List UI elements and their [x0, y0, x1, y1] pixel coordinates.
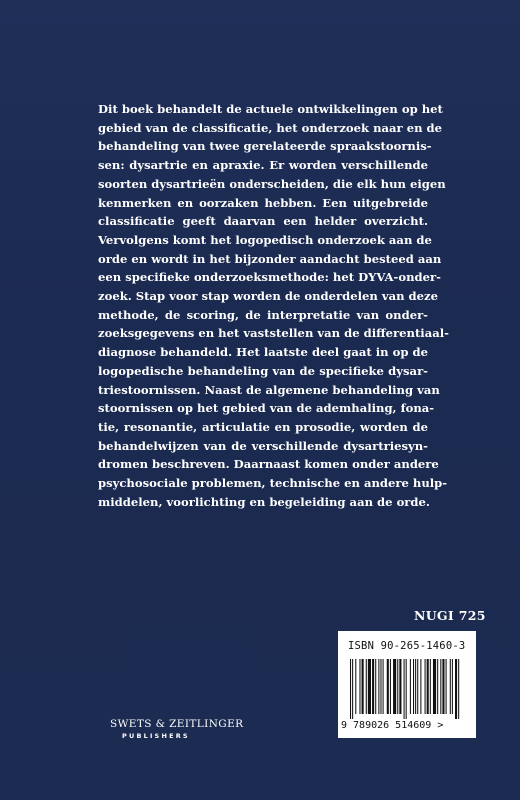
barcode-bar — [425, 659, 426, 714]
blurb-text — [98, 100, 449, 511]
barcode-bar — [446, 659, 447, 714]
barcode-bar — [440, 659, 441, 714]
barcode-bar — [390, 659, 391, 714]
barcode-bar — [410, 659, 411, 714]
blurb-line: stoornissen op het gebied van de ademhaling, fona- — [98, 401, 435, 416]
barcode-bar — [362, 659, 364, 714]
blurb-line: diagnose behandeld. Het laatste deel gaat in op de — [98, 345, 429, 360]
barcode-bar — [387, 659, 389, 714]
barcode-bar — [455, 659, 457, 719]
barcode-bar — [355, 659, 356, 714]
blurb-line: triestoornissen. Naast de algemene behandeling van — [98, 382, 440, 397]
blurb-line: sen: dysartrie en apraxie. Er worden verschillende — [98, 158, 428, 173]
barcode-bar — [427, 659, 429, 714]
barcode-bar — [450, 659, 451, 714]
barcode-icon — [350, 659, 462, 719]
barcode-bar — [359, 659, 360, 714]
blurb-line: psychosociale problemen, technische en andere hulp- — [98, 476, 448, 491]
blurb-line: kenmerken en oorzaken hebben. Een uitgebreide — [98, 195, 428, 210]
blurb-line: gebied van de classificatie, het onderzoek naar en de — [98, 120, 443, 135]
barcode-bar — [397, 659, 398, 714]
barcode-bar — [399, 659, 401, 714]
blurb-line: zoeksgegevens en het vaststellen van de differentiaal- — [98, 326, 449, 341]
barcode-bar — [375, 659, 376, 714]
barcode-bar — [430, 659, 431, 714]
barcode-bar — [458, 659, 459, 719]
blurb-line: soorten dysartrieën onderscheiden, die elk hun eigen — [98, 176, 446, 191]
barcode-bar — [417, 659, 418, 714]
barcode-bar — [415, 659, 416, 714]
blurb-line: orde en wordt in het bijzonder aandacht besteed aan — [98, 251, 442, 266]
blurb-line: methode, de scoring, de interpretatie van onder- — [98, 307, 428, 322]
barcode-bar — [433, 659, 436, 714]
barcode-bar — [352, 659, 353, 719]
blurb-line: logopedische behandeling van de specifieke dysar- — [98, 363, 428, 378]
barcode-bar — [437, 659, 438, 714]
barcode-bar — [380, 659, 381, 714]
barcode-bar — [452, 659, 453, 714]
isbn-label: ISBN 90-265-1460-3 — [348, 640, 466, 652]
barcode-digits: 9 789026 514609 > — [341, 720, 444, 731]
blurb-line: tie, resonantie, articulatie en prosodie, worden de — [98, 419, 428, 434]
barcode-bar — [372, 659, 374, 714]
publisher-subtitle: PUBLISHERS — [122, 732, 190, 740]
blurb-line: Dit boek behandelt de actuele ontwikkelingen op het — [98, 102, 443, 116]
barcode-bar — [420, 659, 421, 714]
blurb-line: classificatie geeft daarvan een helder overzicht. — [98, 214, 428, 229]
barcode-bar — [393, 659, 396, 714]
blurb-line: een specifieke onderzoeksmethode: het DYVA-onder- — [98, 270, 441, 285]
barcode-bar — [350, 659, 351, 719]
publisher-name: SWETS & ZEITLINGER — [110, 718, 244, 730]
barcode-bar — [383, 659, 384, 714]
blurb-line: dromen beschreven. Daarnaast komen onder andere — [98, 457, 439, 472]
nugi-code: NUGI 725 — [414, 608, 486, 623]
blurb-line: behandeling van twee gerelateerde spraakstoornis- — [98, 139, 432, 154]
blurb-line: middelen, voorlichting en begeleiding aan de orde. — [98, 494, 430, 509]
barcode-bar — [378, 659, 379, 714]
blurb-line: Vervolgens komt het logopedisch onderzoek aan de — [98, 232, 432, 247]
publisher-logo — [110, 718, 243, 740]
barcode-bar — [442, 659, 444, 714]
blurb-line: zoek. Stap voor stap worden de onderdelen van deze — [98, 289, 438, 304]
blurb-line: behandelwijzen van de verschillende dysartriesyn- — [98, 438, 428, 453]
barcode-bar — [404, 659, 405, 719]
barcode-bar — [368, 659, 371, 714]
barcode-bar — [406, 659, 407, 719]
barcode-bar — [366, 659, 367, 714]
barcode-bar — [413, 659, 414, 714]
isbn-barcode-box — [338, 631, 476, 738]
